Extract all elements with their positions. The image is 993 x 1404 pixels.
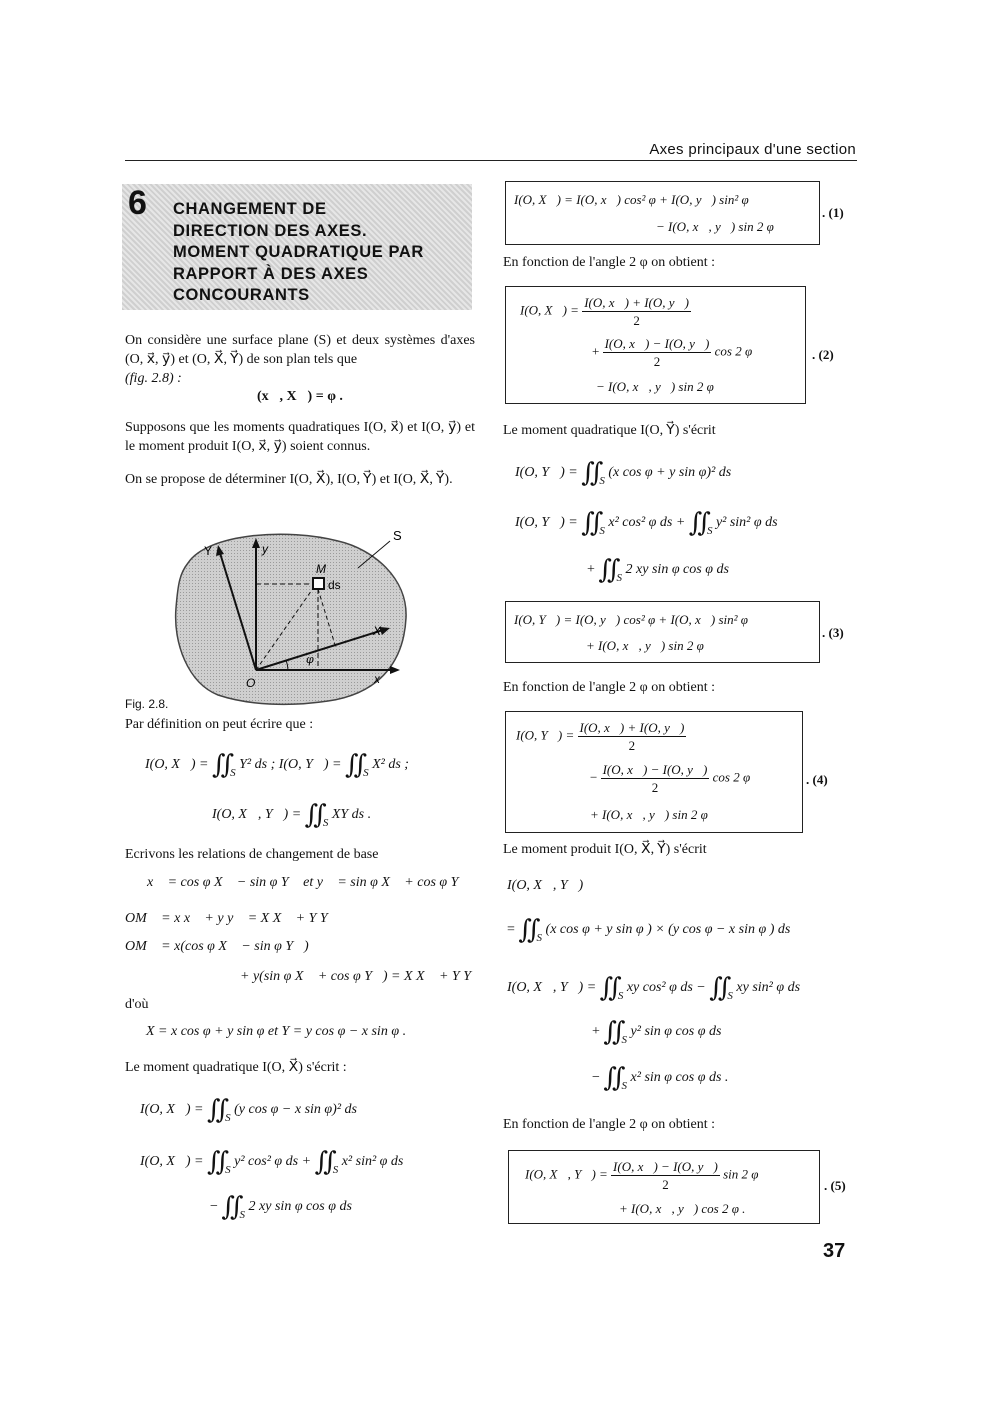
intro-paragraph: On considère une surface plane (S) et deux systèmes d'axes (O, x⃗, y⃗) et (O, X⃗, Y⃗) de son plan tels que (fig. 2.8) : [125,333,475,386]
label-S: S [393,528,402,543]
om-equation-3: + y(sin φ X⃗ + cos φ Y⃗) = X X⃗ + Y Y⃗ [240,969,482,984]
equation-number-3: . (3) [822,625,844,640]
label-x: x [374,672,380,686]
equation-number-5: . (5) [824,1178,846,1193]
om-equation-1: OM⃗ = x x⃗ + y y⃗ = X X⃗ + Y Y⃗ [125,911,339,926]
equation-number-4: . (4) [806,772,828,787]
angle-intro-1: En fonction de l'angle 2 φ on obtient : [503,255,716,270]
base-change-equation: x⃗ = cos φ X⃗ − sin φ Y⃗ et y⃗ = sin φ X⃗ + cos φ Y⃗ [147,875,470,890]
equation-box-4: I(O, Y⃗) = $\frac{I(O, x⃗) + I(O, y⃗)}{2}$ − $\frac{I(O, x⃗) - I(O, y⃗)}{2}$ cos 2 φ + I(O, x⃗, y⃗) sin 2 φ [505,711,803,833]
figure-reference: (fig. 2.8) : [125,371,182,386]
moment-x-equation-3: − $∬_S$ 2 xy sin φ cos φ ds [210,1192,352,1222]
moment-x-intro: Le moment quadratique I(O, X⃗) s'écrit : [125,1060,347,1075]
header-rule [125,160,857,161]
ds-element [313,578,324,589]
figure-caption: Fig. 2.8. [125,697,169,711]
equation-box-2: I(O, X⃗) = $\frac{I(O, x⃗) + I(O, y⃗)}{2}$ + $\frac{I(O, x⃗) - I(O, y⃗)}{2}$ cos 2 φ − I(O, x⃗, y⃗) sin 2 φ [505,286,806,404]
label-phi: φ [306,653,314,666]
angle-equation: (x⃗, X⃗) = φ . [257,389,343,404]
moment-product-equation-4: − $∬_S$ x² sin φ cos φ ds . [592,1063,729,1093]
moment-x-equation-2: I(O, X⃗) = $∬_S$ y² cos² φ ds + $∬_S$ x² sin² φ ds [140,1147,404,1177]
definition-intro: Par définition on peut écrire que : [125,717,314,732]
page-number: 37 [823,1240,846,1262]
label-M: M [316,562,326,576]
coordinate-equations: X = x cos φ + y sin φ et Y = y cos φ − x sin φ . [146,1024,407,1039]
label-y: y [262,542,268,556]
moment-product-equation-2: I(O, X⃗, Y⃗) = $∬_S$ xy cos² φ ds − $∬_S$ xy sin² φ ds [507,973,801,1003]
equation-number-2: . (2) [812,347,834,362]
moment-product-lhs: I(O, X⃗, Y⃗) [507,878,584,893]
label-O: O [246,676,256,690]
om-equation-2: OM⃗ = x(cos φ X⃗ − sin φ Y⃗) [125,939,309,954]
section-title: CHANGEMENT DE DIRECTION DES AXES. MOMENT QUADRATIQUE PAR RAPPORT À DES AXES CONCOURANTS [173,200,424,304]
equation-number-1: . (1) [822,205,844,220]
angle-intro-2: En fonction de l'angle 2 φ on obtient : [503,680,716,695]
figure-surface-axes [168,523,418,713]
equation-box-1: I(O, X⃗) = I(O, x⃗) cos² φ + I(O, y⃗) sin² φ − I(O, x⃗, y⃗) sin 2 φ [505,181,820,245]
goal-paragraph: On se propose de déterminer I(O, X⃗), I(O, Y⃗) et I(O, X⃗, Y⃗). [125,472,453,487]
definition-equation-1: I(O, X⃗) = $∬_S$ Y² ds ; I(O, Y⃗) = $∬_S$ X² ds ; [145,750,409,780]
equation-box-5: I(O, X⃗, Y⃗) = $\frac{I(O, x⃗) - I(O, y⃗)}{2}$ sin 2 φ + I(O, x⃗, y⃗) cos 2 φ . [508,1150,820,1224]
dou-text: d'où [125,997,149,1012]
moment-product-equation-1: = $∬_S$ (x cos φ + y sin φ ) × (y cos φ − x sin φ ) ds [507,915,791,945]
label-ds: ds [328,578,341,592]
moment-y-intro: Le moment quadratique I(O, Y⃗) s'écrit [503,423,716,438]
definition-equation-2: I(O, X⃗, Y⃗) = $∬_S$ XY ds . [212,800,372,830]
label-Y: Y [204,544,213,558]
equation-box-3: I(O, Y⃗) = I(O, y⃗) cos² φ + I(O, x⃗) sin² φ + I(O, x⃗, y⃗) sin 2 φ [505,601,820,663]
moment-y-equation-2: I(O, Y⃗) = $∬_S$ x² cos² φ ds + $∬_S$ y² sin² φ ds [515,508,778,538]
moment-x-equation-1: I(O, X⃗) = $∬_S$ (y cos φ − x sin φ)² ds [140,1095,357,1125]
running-title: Axes principaux d'une section [649,141,856,158]
moment-product-intro: Le moment produit I(O, X⃗, Y⃗) s'écrit [503,842,707,857]
angle-intro-3: En fonction de l'angle 2 φ on obtient : [503,1117,716,1132]
section-number: 6 [128,184,147,222]
base-change-intro: Ecrivons les relations de changement de base [125,847,379,862]
surface-shape [176,534,406,704]
moment-product-equation-3: + $∬_S$ y² sin φ cos φ ds [592,1017,722,1047]
moment-y-equation-1: I(O, Y⃗) = $∬_S$ (x cos φ + y sin φ)² ds [515,458,732,488]
label-X: X [373,624,382,638]
moment-y-equation-3: + $∬_S$ 2 xy sin φ cos φ ds [587,555,729,585]
assumption-paragraph: Supposons que les moments quadratiques I(O, x⃗) et I(O, y⃗) et le moment produit I(O, x⃗, y⃗) soient connus. [125,420,475,454]
